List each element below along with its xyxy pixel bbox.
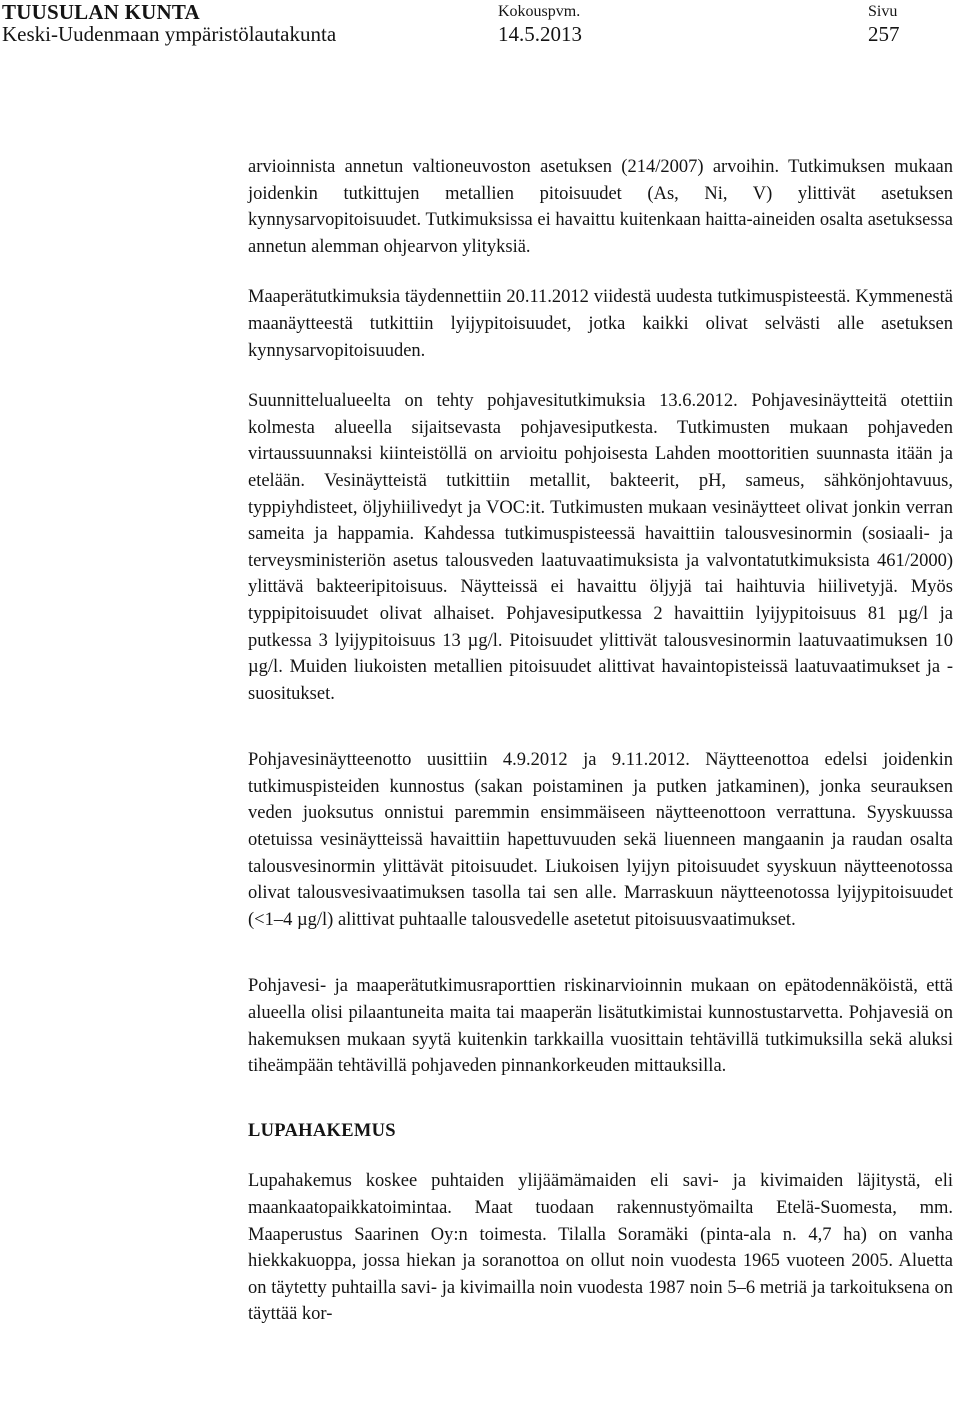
paragraph-soil-supplement: Maaperätutkimuksia täydennettiin 20.11.2012 viidestä uudesta tutkimuspisteestä. Kymmenestä maanäytteestä tutkittiin lyijypitoisuudet, jotka kaikki olivat selvästi alle asetuksen kynnysarvopitoisuuden. [248,287,953,361]
page-header [0,0,960,60]
paragraph-risk-assessment: Pohjavesi- ja maaperätutkimusraporttien riskinarvioinnin mukaan on epätodennäköistä, että alueella olisi pilaantuneita maita tai maaperän lisätutkimistai kunnostustarvetta. Pohjavesiä on hakemuksen mukaan syytä kuitenkin tarkkailla vuosittain tehtävillä tutkimuksilla sekä aluksi tiheämpään tehtävillä pohjaveden pinnankorkeuden mittauksilla. [248,976,953,1077]
meeting-date: 14.5.2013 [498,22,582,46]
page-number: 257 [868,22,900,46]
paragraph-groundwater-resampling: Pohjavesinäytteenotto uusittiin 4.9.2012 ja 9.11.2012. Näytteenottoa edelsi joidenkin tutkimuspisteiden kunnostus (sakan poistaminen ja putken jatkaminen), jonka seurauksen veden juoksutus onnistui paremmin ensimmäiseen näytteenottoon verrattuna. Syyskuussa otetuissa vesinäytteissä havaittiin hapettuvuuden sekä liuenneen mangaanin ja raudan osalta talousvesinormin ylittävät pitoisuudet. Liukoisen lyijyn pitoisuudet syyskuun näytteenotossa olivat talousvesivaatimuksen tasolla tai sen alle. Marraskuun näytteenotossa lyijypitoisuudet (<1–4 µg/l) alittivat puhtaalle talousvedelle asetetut pitoisuusvaatimukset. [248,750,953,930]
paragraph-permit-application: Lupahakemus koskee puhtaiden ylijäämämaiden eli savi- ja kivimaiden läjitystä, eli maankaatopaikkatoimintaa. Maat tuodaan rakennustyömailta Etelä-Suomesta, mm. Maaperustus Saarinen Oy:n toimesta. Tilalla Soramäki (pinta-ala n. 4,7 ha) on vanha hiekkakuoppa, jossa hiekan ja soranottoa on ollut noin vuodesta 1965 vuoteen 2005. Aluetta on täytetty puhtailla savi- ja kivimailla noin vuodesta 1987 noin 5–6 metriä ja tarkoituksena on täyttää kor- [248,1171,953,1325]
organization-name: TUUSULAN KUNTA [2,0,200,24]
paragraph-groundwater-study: Suunnittelualueelta on tehty pohjavesitutkimuksia 13.6.2012. Pohjavesinäytteitä otettiin kolmesta alueella sijaitsevasta pohjavesiputkesta. Tutkimusten mukaan pohjaveden virtaussuunnaksi kiinteistöllä on arvioitu pohjoisesta Lahden moottoritien suunnasta itään ja etelään. Vesinäytteistä tutkittiin metallit, bakteerit, pH, sameus, sähkönjohtavuus, typpiyhdisteet, öljyhiilivedyt ja VOC:it. Tutkimusten mukaan vesinäytteet olivat jonkin verran sameita ja happamia. Kahdessa tutkimuspisteessä havaittiin talousvesinormin (sosiaali- ja terveysministeriön asetus talousveden laatuvaatimuksista ja valvontatutkimuksista 461/2000) ylittävä bakteeripitoisuus. Näytteissä ei havaittu öljyjä tai haihtuvia hiilivetyjä. Myös typpipitoisuudet olivat alhaiset. Pohjavesiputkessa 2 havaittiin lyijypitoisuus 81 µg/l ja putkessa 3 lyijypitoisuus 13 µg/l. Pitoisuudet ylittivät talousvesinormin laatuvaatimuksen 10 µg/l. Muiden liukoisten metallien pitoisuudet alittivat havaintopisteissä laatuvaatimukset ja -suositukset. [248,391,953,704]
document-body [248,154,953,1328]
section-heading: LUPAHAKEMUS [248,1120,396,1141]
paragraph-soil-assessment: arvioinnista annetun valtioneuvoston asetuksen (214/2007) arvoihin. Tutkimuksen mukaan joidenkin tutkittujen metallien pitoisuudet (As, Ni, V) ylittivät asetuksen kynnysarvopitoisuudet. Tutkimuksissa ei havaittu kuitenkaan haitta-aineiden osalta asetuksessa annetun alemman ohjearvon ylityksiä. [248,157,953,257]
meeting-date-label: Kokouspvm. [498,3,581,20]
board-name: Keski-Uudenmaan ympäristölautakunta [2,22,337,46]
page-label: Sivu [868,3,898,20]
